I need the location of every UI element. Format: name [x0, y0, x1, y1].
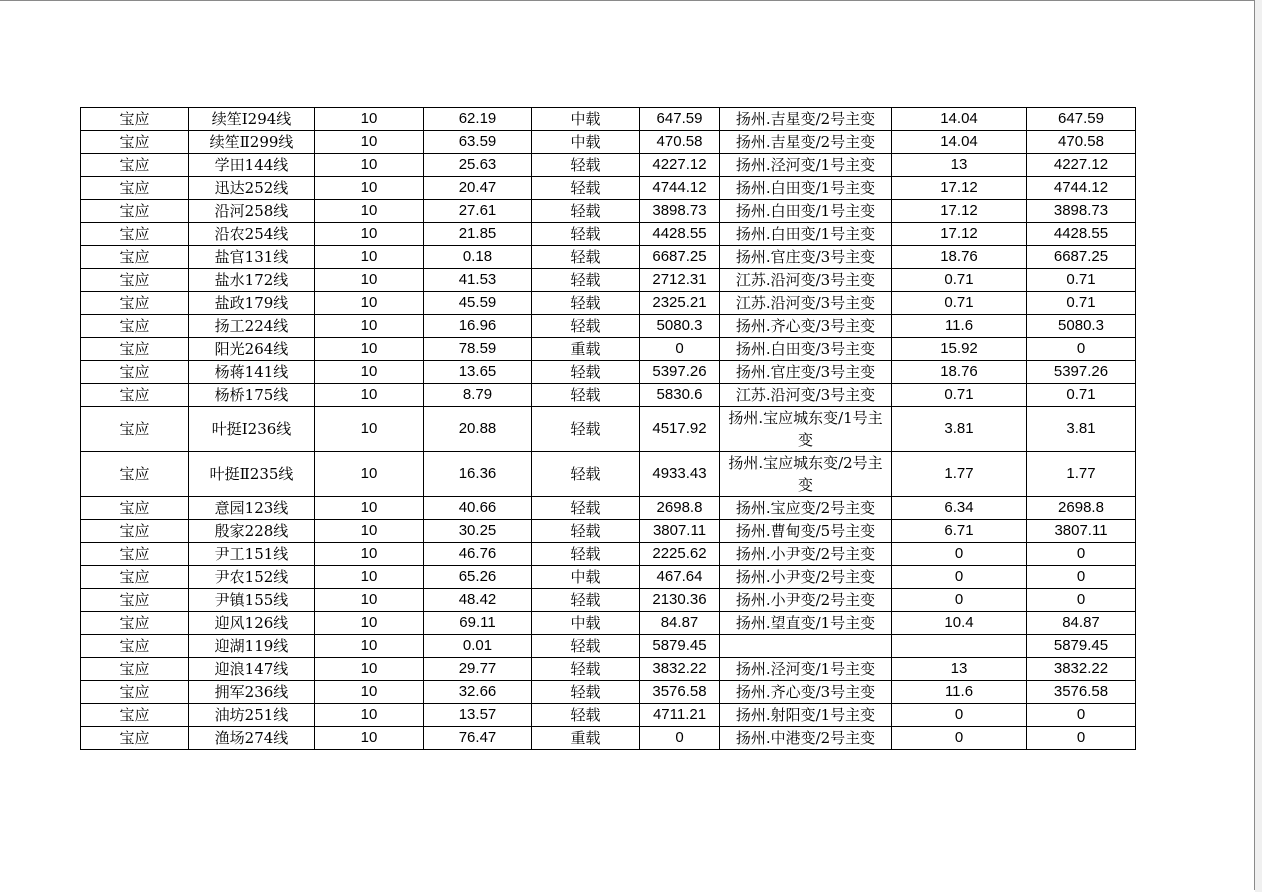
transformer-cell: 扬州.泾河变/1号主变 [720, 154, 892, 177]
load-status-cell: 轻载 [532, 407, 640, 452]
line-name-cell: 盐水172线 [189, 269, 315, 292]
available-capacity-cell: 2325.21 [640, 292, 720, 315]
load-rate-cell: 40.66 [424, 497, 532, 520]
load-rate-cell: 16.36 [424, 452, 532, 497]
load-status-cell: 轻载 [532, 658, 640, 681]
available-capacity-cell: 2712.31 [640, 269, 720, 292]
voltage-cell: 10 [315, 452, 424, 497]
transformer-cell: 扬州.宝应城东变/1号主变 [720, 407, 892, 452]
table-body [81, 108, 1136, 750]
result-cell: 470.58 [1027, 131, 1136, 154]
table-row [81, 361, 1136, 384]
line-name-cell: 沿河258线 [189, 200, 315, 223]
result-cell: 3.81 [1027, 407, 1136, 452]
region-cell: 宝应 [81, 200, 189, 223]
available-capacity-cell: 3576.58 [640, 681, 720, 704]
region-cell: 宝应 [81, 497, 189, 520]
line-name-cell: 盐官131线 [189, 246, 315, 269]
load-rate-cell: 69.11 [424, 612, 532, 635]
result-cell: 647.59 [1027, 108, 1136, 131]
line-name-cell: 尹工151线 [189, 543, 315, 566]
feeder-load-table [80, 107, 1136, 750]
load-rate-cell: 8.79 [424, 384, 532, 407]
voltage-cell: 10 [315, 177, 424, 200]
available-capacity-cell: 4711.21 [640, 704, 720, 727]
result-cell: 4744.12 [1027, 177, 1136, 200]
line-name-cell: 迎浪147线 [189, 658, 315, 681]
transformer-cell: 扬州.宝应变/2号主变 [720, 497, 892, 520]
voltage-cell: 10 [315, 200, 424, 223]
available-capacity-cell: 3807.11 [640, 520, 720, 543]
region-cell: 宝应 [81, 635, 189, 658]
table-row [81, 246, 1136, 269]
region-cell: 宝应 [81, 315, 189, 338]
region-cell: 宝应 [81, 704, 189, 727]
load-status-cell: 中载 [532, 108, 640, 131]
region-cell: 宝应 [81, 269, 189, 292]
line-name-cell: 意园123线 [189, 497, 315, 520]
region-cell: 宝应 [81, 108, 189, 131]
line-name-cell: 沿农254线 [189, 223, 315, 246]
transformer-value-cell: 11.6 [892, 681, 1027, 704]
voltage-cell: 10 [315, 108, 424, 131]
table-row [81, 681, 1136, 704]
load-status-cell: 轻载 [532, 315, 640, 338]
table-row [81, 497, 1136, 520]
transformer-value-cell: 1.77 [892, 452, 1027, 497]
region-cell: 宝应 [81, 292, 189, 315]
result-cell: 0.71 [1027, 384, 1136, 407]
result-cell: 0 [1027, 566, 1136, 589]
result-cell: 0.71 [1027, 269, 1136, 292]
load-rate-cell: 41.53 [424, 269, 532, 292]
voltage-cell: 10 [315, 292, 424, 315]
region-cell: 宝应 [81, 681, 189, 704]
load-rate-cell: 30.25 [424, 520, 532, 543]
transformer-value-cell: 14.04 [892, 108, 1027, 131]
transformer-value-cell: 0 [892, 566, 1027, 589]
voltage-cell: 10 [315, 658, 424, 681]
available-capacity-cell: 4744.12 [640, 177, 720, 200]
result-cell: 4428.55 [1027, 223, 1136, 246]
load-status-cell: 轻载 [532, 269, 640, 292]
table-row [81, 658, 1136, 681]
line-name-cell: 阳光264线 [189, 338, 315, 361]
transformer-value-cell: 13 [892, 658, 1027, 681]
table-row [81, 131, 1136, 154]
transformer-value-cell: 3.81 [892, 407, 1027, 452]
load-status-cell: 轻载 [532, 361, 640, 384]
transformer-value-cell: 10.4 [892, 612, 1027, 635]
transformer-value-cell: 13 [892, 154, 1027, 177]
table-row [81, 338, 1136, 361]
transformer-value-cell: 0 [892, 589, 1027, 612]
voltage-cell: 10 [315, 497, 424, 520]
voltage-cell: 10 [315, 384, 424, 407]
transformer-cell: 扬州.射阳变/1号主变 [720, 704, 892, 727]
table-row [81, 635, 1136, 658]
table-row [81, 384, 1136, 407]
available-capacity-cell: 2225.62 [640, 543, 720, 566]
load-status-cell: 中载 [532, 612, 640, 635]
available-capacity-cell: 4428.55 [640, 223, 720, 246]
transformer-cell: 扬州.吉星变/2号主变 [720, 131, 892, 154]
load-rate-cell: 0.18 [424, 246, 532, 269]
table-row [81, 315, 1136, 338]
table-row [81, 177, 1136, 200]
table-row [81, 704, 1136, 727]
load-rate-cell: 76.47 [424, 727, 532, 750]
region-cell: 宝应 [81, 384, 189, 407]
region-cell: 宝应 [81, 612, 189, 635]
transformer-value-cell: 18.76 [892, 361, 1027, 384]
load-status-cell: 轻载 [532, 520, 640, 543]
load-status-cell: 轻载 [532, 246, 640, 269]
transformer-cell: 扬州.中港变/2号主变 [720, 727, 892, 750]
result-cell: 0 [1027, 589, 1136, 612]
line-name-cell: 渔场274线 [189, 727, 315, 750]
line-name-cell: 殷家228线 [189, 520, 315, 543]
voltage-cell: 10 [315, 727, 424, 750]
voltage-cell: 10 [315, 154, 424, 177]
voltage-cell: 10 [315, 612, 424, 635]
table-row [81, 589, 1136, 612]
table-row [81, 200, 1136, 223]
voltage-cell: 10 [315, 338, 424, 361]
result-cell: 2698.8 [1027, 497, 1136, 520]
transformer-value-cell: 0.71 [892, 292, 1027, 315]
transformer-cell [720, 635, 892, 658]
load-rate-cell: 21.85 [424, 223, 532, 246]
available-capacity-cell: 3898.73 [640, 200, 720, 223]
load-status-cell: 轻载 [532, 635, 640, 658]
result-cell: 0 [1027, 338, 1136, 361]
available-capacity-cell: 5080.3 [640, 315, 720, 338]
result-cell: 0.71 [1027, 292, 1136, 315]
table-row [81, 566, 1136, 589]
region-cell: 宝应 [81, 452, 189, 497]
transformer-cell: 扬州.曹甸变/5号主变 [720, 520, 892, 543]
region-cell: 宝应 [81, 407, 189, 452]
line-name-cell: 油坊251线 [189, 704, 315, 727]
line-name-cell: 扬工224线 [189, 315, 315, 338]
available-capacity-cell: 6687.25 [640, 246, 720, 269]
transformer-value-cell: 17.12 [892, 223, 1027, 246]
line-name-cell: 迎风126线 [189, 612, 315, 635]
voltage-cell: 10 [315, 361, 424, 384]
load-status-cell: 轻载 [532, 292, 640, 315]
available-capacity-cell: 2698.8 [640, 497, 720, 520]
load-status-cell: 轻载 [532, 704, 640, 727]
available-capacity-cell: 5830.6 [640, 384, 720, 407]
load-rate-cell: 16.96 [424, 315, 532, 338]
load-rate-cell: 48.42 [424, 589, 532, 612]
line-name-cell: 盐政179线 [189, 292, 315, 315]
result-cell: 0 [1027, 727, 1136, 750]
result-cell: 1.77 [1027, 452, 1136, 497]
voltage-cell: 10 [315, 520, 424, 543]
table-row [81, 292, 1136, 315]
transformer-value-cell: 11.6 [892, 315, 1027, 338]
transformer-cell: 扬州.齐心变/3号主变 [720, 681, 892, 704]
table-row [81, 520, 1136, 543]
voltage-cell: 10 [315, 635, 424, 658]
available-capacity-cell: 4933.43 [640, 452, 720, 497]
load-rate-cell: 32.66 [424, 681, 532, 704]
region-cell: 宝应 [81, 131, 189, 154]
load-rate-cell: 65.26 [424, 566, 532, 589]
line-name-cell: 尹农152线 [189, 566, 315, 589]
result-cell: 6687.25 [1027, 246, 1136, 269]
transformer-value-cell: 0 [892, 543, 1027, 566]
region-cell: 宝应 [81, 520, 189, 543]
load-status-cell: 轻载 [532, 177, 640, 200]
line-name-cell: 续笙Ⅰ294线 [189, 108, 315, 131]
transformer-value-cell: 18.76 [892, 246, 1027, 269]
load-rate-cell: 45.59 [424, 292, 532, 315]
transformer-value-cell: 17.12 [892, 177, 1027, 200]
load-rate-cell: 78.59 [424, 338, 532, 361]
transformer-cell: 扬州.望直变/1号主变 [720, 612, 892, 635]
result-cell: 0 [1027, 704, 1136, 727]
table-row [81, 269, 1136, 292]
table-row [81, 543, 1136, 566]
result-cell: 3832.22 [1027, 658, 1136, 681]
region-cell: 宝应 [81, 154, 189, 177]
line-name-cell: 拥军236线 [189, 681, 315, 704]
line-name-cell: 叶挺Ⅱ235线 [189, 452, 315, 497]
load-status-cell: 重载 [532, 727, 640, 750]
transformer-cell: 江苏.沿河变/3号主变 [720, 384, 892, 407]
available-capacity-cell: 84.87 [640, 612, 720, 635]
available-capacity-cell: 647.59 [640, 108, 720, 131]
result-cell: 84.87 [1027, 612, 1136, 635]
table-row [81, 223, 1136, 246]
transformer-cell: 扬州.白田变/1号主变 [720, 223, 892, 246]
voltage-cell: 10 [315, 681, 424, 704]
load-rate-cell: 20.88 [424, 407, 532, 452]
load-status-cell: 轻载 [532, 200, 640, 223]
load-status-cell: 轻载 [532, 497, 640, 520]
table-row [81, 108, 1136, 131]
load-rate-cell: 0.01 [424, 635, 532, 658]
available-capacity-cell: 5879.45 [640, 635, 720, 658]
voltage-cell: 10 [315, 589, 424, 612]
result-cell: 3898.73 [1027, 200, 1136, 223]
table-row [81, 154, 1136, 177]
load-status-cell: 中载 [532, 566, 640, 589]
load-status-cell: 轻载 [532, 543, 640, 566]
transformer-value-cell: 0 [892, 727, 1027, 750]
available-capacity-cell: 0 [640, 727, 720, 750]
line-name-cell: 迎湖119线 [189, 635, 315, 658]
result-cell: 5080.3 [1027, 315, 1136, 338]
transformer-cell: 扬州.官庄变/3号主变 [720, 361, 892, 384]
transformer-cell: 扬州.白田变/1号主变 [720, 200, 892, 223]
region-cell: 宝应 [81, 543, 189, 566]
result-cell: 0 [1027, 543, 1136, 566]
result-cell: 5397.26 [1027, 361, 1136, 384]
load-rate-cell: 25.63 [424, 154, 532, 177]
voltage-cell: 10 [315, 566, 424, 589]
result-cell: 3576.58 [1027, 681, 1136, 704]
table-row [81, 407, 1136, 452]
region-cell: 宝应 [81, 223, 189, 246]
transformer-value-cell: 14.04 [892, 131, 1027, 154]
region-cell: 宝应 [81, 589, 189, 612]
load-rate-cell: 46.76 [424, 543, 532, 566]
region-cell: 宝应 [81, 177, 189, 200]
line-name-cell: 尹镇155线 [189, 589, 315, 612]
table-row [81, 452, 1136, 497]
line-name-cell: 杨桥175线 [189, 384, 315, 407]
line-name-cell: 迅达252线 [189, 177, 315, 200]
line-name-cell: 叶挺Ⅰ236线 [189, 407, 315, 452]
load-rate-cell: 20.47 [424, 177, 532, 200]
result-cell: 5879.45 [1027, 635, 1136, 658]
transformer-cell: 江苏.沿河变/3号主变 [720, 269, 892, 292]
transformer-cell: 扬州.齐心变/3号主变 [720, 315, 892, 338]
load-status-cell: 轻载 [532, 681, 640, 704]
load-status-cell: 中载 [532, 131, 640, 154]
load-status-cell: 轻载 [532, 154, 640, 177]
available-capacity-cell: 0 [640, 338, 720, 361]
table-row [81, 727, 1136, 750]
transformer-cell: 扬州.官庄变/3号主变 [720, 246, 892, 269]
result-cell: 4227.12 [1027, 154, 1136, 177]
load-rate-cell: 29.77 [424, 658, 532, 681]
transformer-value-cell: 0.71 [892, 384, 1027, 407]
transformer-cell: 扬州.小尹变/2号主变 [720, 589, 892, 612]
table-row [81, 612, 1136, 635]
load-rate-cell: 27.61 [424, 200, 532, 223]
transformer-value-cell: 15.92 [892, 338, 1027, 361]
line-name-cell: 杨蒋141线 [189, 361, 315, 384]
voltage-cell: 10 [315, 246, 424, 269]
available-capacity-cell: 4517.92 [640, 407, 720, 452]
load-status-cell: 轻载 [532, 589, 640, 612]
transformer-cell: 扬州.小尹变/2号主变 [720, 566, 892, 589]
transformer-value-cell: 0 [892, 704, 1027, 727]
transformer-value-cell: 6.71 [892, 520, 1027, 543]
voltage-cell: 10 [315, 315, 424, 338]
region-cell: 宝应 [81, 658, 189, 681]
voltage-cell: 10 [315, 131, 424, 154]
transformer-cell: 扬州.泾河变/1号主变 [720, 658, 892, 681]
load-status-cell: 重载 [532, 338, 640, 361]
transformer-cell: 扬州.吉星变/2号主变 [720, 108, 892, 131]
page-edge-shadow [1255, 0, 1262, 892]
transformer-value-cell: 0.71 [892, 269, 1027, 292]
voltage-cell: 10 [315, 269, 424, 292]
load-rate-cell: 62.19 [424, 108, 532, 131]
region-cell: 宝应 [81, 246, 189, 269]
transformer-cell: 扬州.小尹变/2号主变 [720, 543, 892, 566]
available-capacity-cell: 470.58 [640, 131, 720, 154]
transformer-cell: 江苏.沿河变/3号主变 [720, 292, 892, 315]
load-rate-cell: 13.57 [424, 704, 532, 727]
region-cell: 宝应 [81, 727, 189, 750]
transformer-cell: 扬州.宝应城东变/2号主变 [720, 452, 892, 497]
load-status-cell: 轻载 [532, 223, 640, 246]
transformer-cell: 扬州.白田变/3号主变 [720, 338, 892, 361]
load-status-cell: 轻载 [532, 452, 640, 497]
available-capacity-cell: 467.64 [640, 566, 720, 589]
transformer-value-cell: 17.12 [892, 200, 1027, 223]
available-capacity-cell: 4227.12 [640, 154, 720, 177]
region-cell: 宝应 [81, 338, 189, 361]
available-capacity-cell: 5397.26 [640, 361, 720, 384]
load-status-cell: 轻载 [532, 384, 640, 407]
voltage-cell: 10 [315, 223, 424, 246]
voltage-cell: 10 [315, 704, 424, 727]
voltage-cell: 10 [315, 543, 424, 566]
line-name-cell: 学田144线 [189, 154, 315, 177]
available-capacity-cell: 3832.22 [640, 658, 720, 681]
load-rate-cell: 13.65 [424, 361, 532, 384]
voltage-cell: 10 [315, 407, 424, 452]
available-capacity-cell: 2130.36 [640, 589, 720, 612]
transformer-value-cell: 6.34 [892, 497, 1027, 520]
line-name-cell: 续笙Ⅱ299线 [189, 131, 315, 154]
load-rate-cell: 63.59 [424, 131, 532, 154]
result-cell: 3807.11 [1027, 520, 1136, 543]
transformer-cell: 扬州.白田变/1号主变 [720, 177, 892, 200]
region-cell: 宝应 [81, 566, 189, 589]
transformer-value-cell [892, 635, 1027, 658]
region-cell: 宝应 [81, 361, 189, 384]
